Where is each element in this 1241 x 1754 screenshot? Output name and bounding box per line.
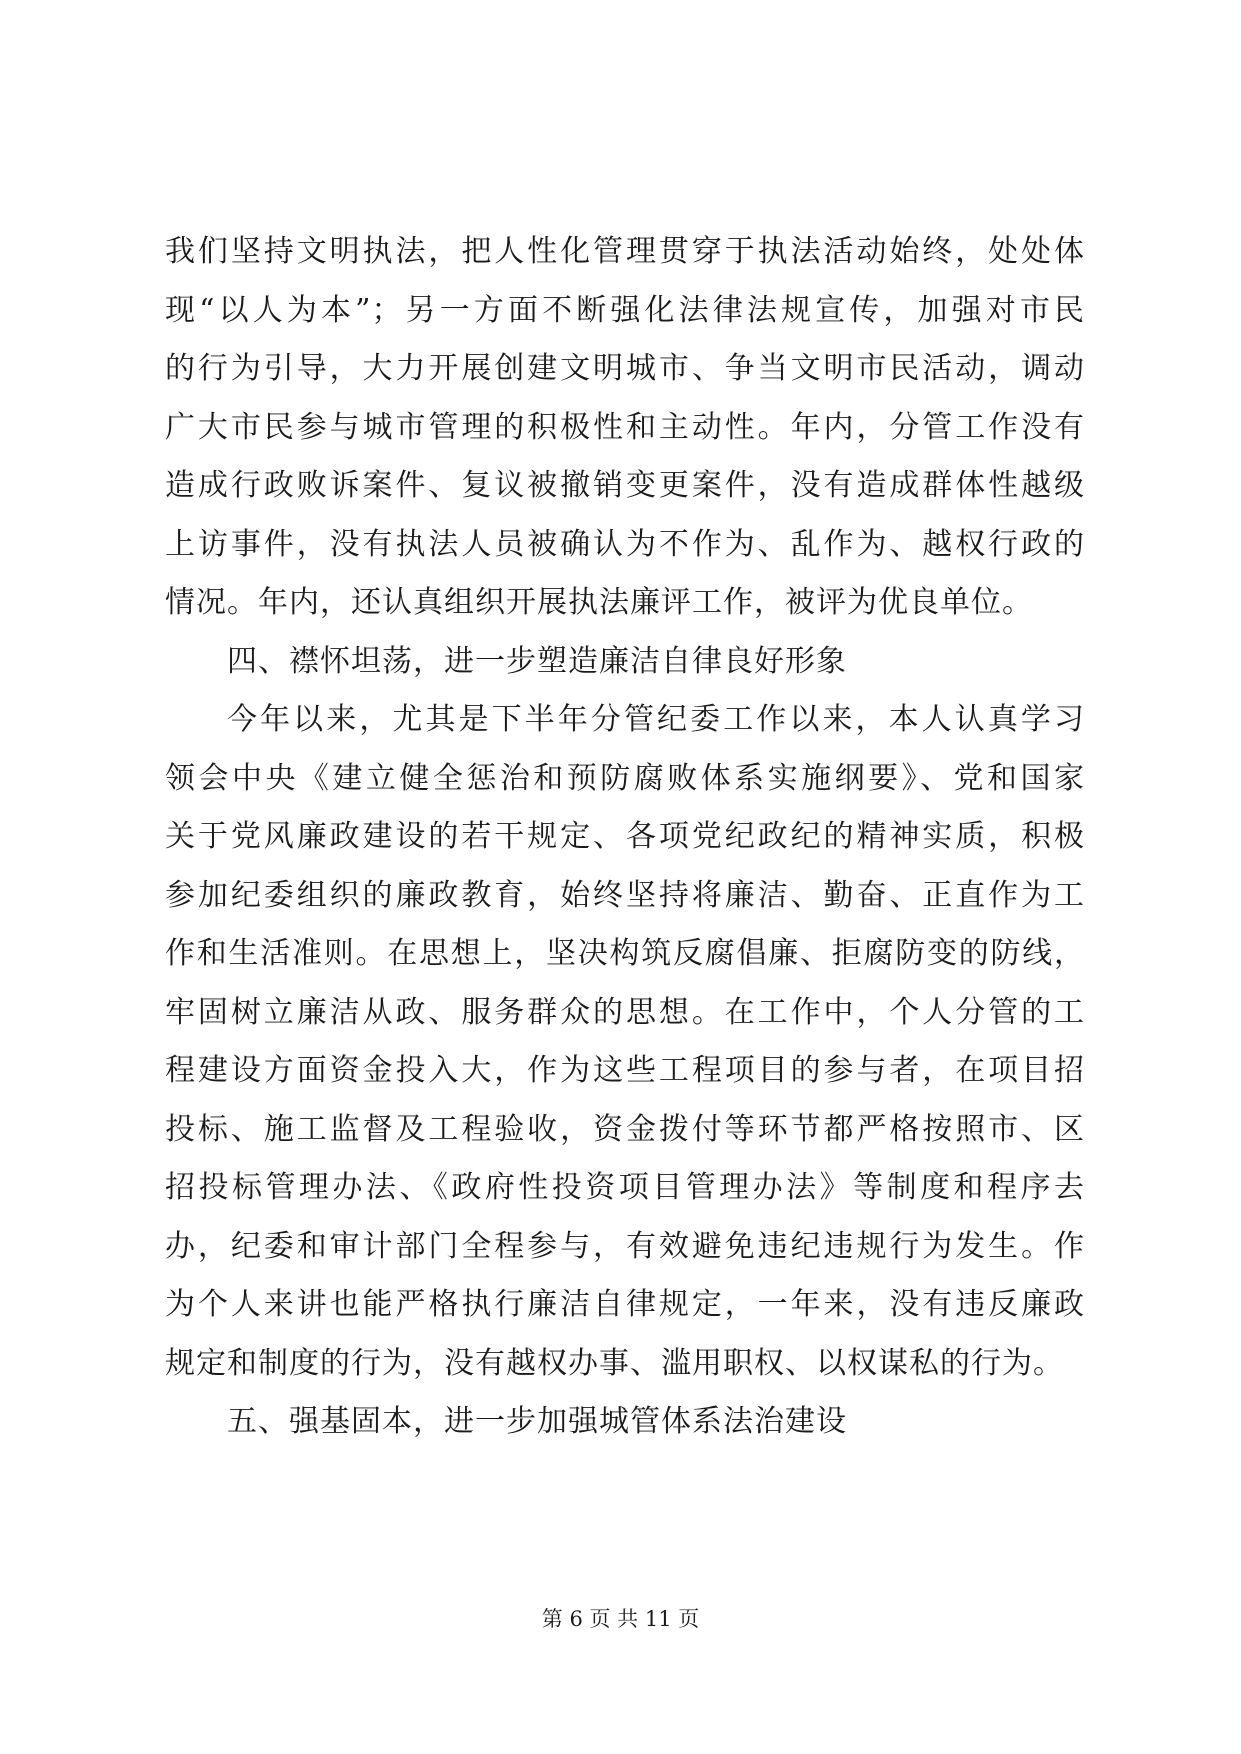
text-line: 为个人来讲也能严格执行廉洁自律规定，一年来，没有违反廉政 — [165, 1287, 1085, 1322]
section-heading-5: 五、强基固本，进一步加强城管体系法治建设 — [227, 1404, 847, 1439]
text-line: 招投标管理办法、《政府性投资项目管理办法》等制度和程序去 — [165, 1170, 1085, 1205]
text-line: 办，纪委和审计部门全程参与，有效避免违纪违规行为发生。作 — [165, 1228, 1085, 1264]
text-line: 作和生活准则。在思想上，坚决构筑反腐倡廉、拒腐防变的防线， — [165, 936, 1085, 971]
text-line: 牢固树立廉洁从政、服务群众的思想。在工作中，个人分管的工 — [165, 994, 1085, 1030]
text-line: 我们坚持文明执法，把人性化管理贯穿于执法活动始终，处处体 — [165, 234, 1085, 269]
text-line: 广大市民参与城市管理的积极性和主动性。年内，分管工作没有 — [165, 409, 1085, 445]
text-line: 程建设方面资金投入大，作为这些工程项目的参与者，在项目招 — [165, 1053, 1085, 1088]
text-line: 投标、施工监督及工程验收，资金拨付等环节都严格按照市、区 — [165, 1111, 1085, 1147]
text-line: 现“以人为本”；另一方面不断强化法律法规宣传，加强对市民 — [165, 292, 1085, 328]
section-heading-4: 四、襟怀坦荡，进一步塑造廉洁自律良好形象 — [227, 643, 847, 679]
text-line: 造成行政败诉案件、复议被撤销变更案件，没有造成群体性越级 — [165, 468, 1085, 503]
document-body — [165, 223, 1085, 1452]
text-line: 今年以来，尤其是下半年分管纪委工作以来，本人认真学习 — [227, 702, 1085, 737]
text-line: 上访事件，没有执法人员被确认为不作为、乱作为、越权行政的 — [165, 526, 1085, 562]
text-line: 关于党风廉政建设的若干规定、各项党纪政纪的精神实质，积极 — [165, 819, 1085, 854]
text-line: 情况。年内，还认真组织开展执法廉评工作，被评为优良单位。 — [165, 585, 1033, 620]
text-line: 领会中央《建立健全惩治和预防腐败体系实施纲要》、党和国家 — [165, 760, 1085, 796]
text-line: 规定和制度的行为，没有越权办事、滥用职权、以权谋私的行为。 — [165, 1345, 1064, 1381]
text-line: 的行为引导，大力开展创建文明城市、争当文明市民活动，调动 — [165, 351, 1085, 386]
text-line: 参加纪委组织的廉政教育，始终坚持将廉洁、勤奋、正直作为工 — [165, 877, 1085, 913]
page-footer: 第 6 页 共 11 页 — [541, 1607, 700, 1631]
